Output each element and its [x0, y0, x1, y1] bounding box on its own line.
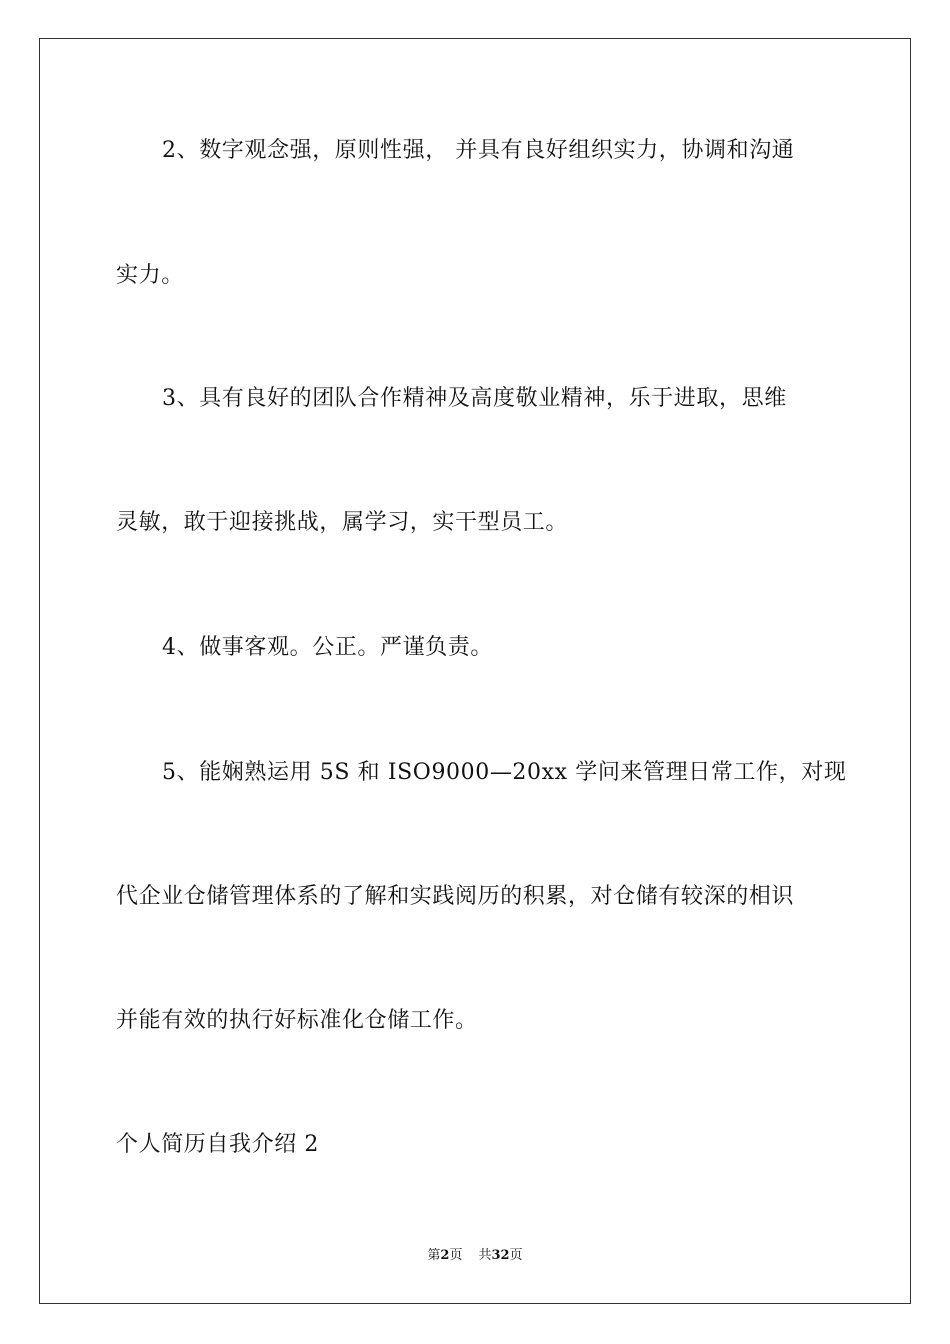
paragraph-2-line-1: 2、数字观念强，原则性强， 并具有良好组织实力，协调和沟通 — [162, 138, 795, 163]
paragraph-3-line-1: 3、具有良好的团队合作精神及高度敬业精神，乐于进取，思维 — [162, 386, 787, 411]
paragraph-3-line-2: 灵敏，敢于迎接挑战，属学习，实干型员工。 — [116, 510, 569, 535]
footer-page-number: 2 — [440, 1248, 450, 1263]
paragraph-4-line-1: 4、做事客观。公正。严谨负责。 — [162, 635, 493, 660]
footer-page-suffix: 页 — [449, 1248, 463, 1263]
paragraph-5-line-3: 并能有效的执行好标准化仓储工作。 — [116, 1008, 478, 1033]
footer-total-pages: 32 — [491, 1248, 510, 1263]
page-footer — [0, 1247, 950, 1265]
page-border — [39, 38, 911, 1304]
footer-page-prefix: 第 — [427, 1248, 441, 1263]
paragraph-5-line-2: 代企业仓储管理体系的了解和实践阅历的积累，对仓储有较深的相识 — [116, 884, 795, 909]
section-heading: 个人简历自我介绍 2 — [116, 1132, 319, 1157]
paragraph-2-line-2: 实力。 — [116, 263, 184, 288]
footer-total-prefix: 共 — [478, 1248, 492, 1263]
paragraph-5-line-1: 5、能娴熟运用 5S 和 ISO9000—20xx 学问来管理日常工作，对现 — [162, 760, 847, 785]
footer-total-suffix: 页 — [509, 1248, 523, 1263]
